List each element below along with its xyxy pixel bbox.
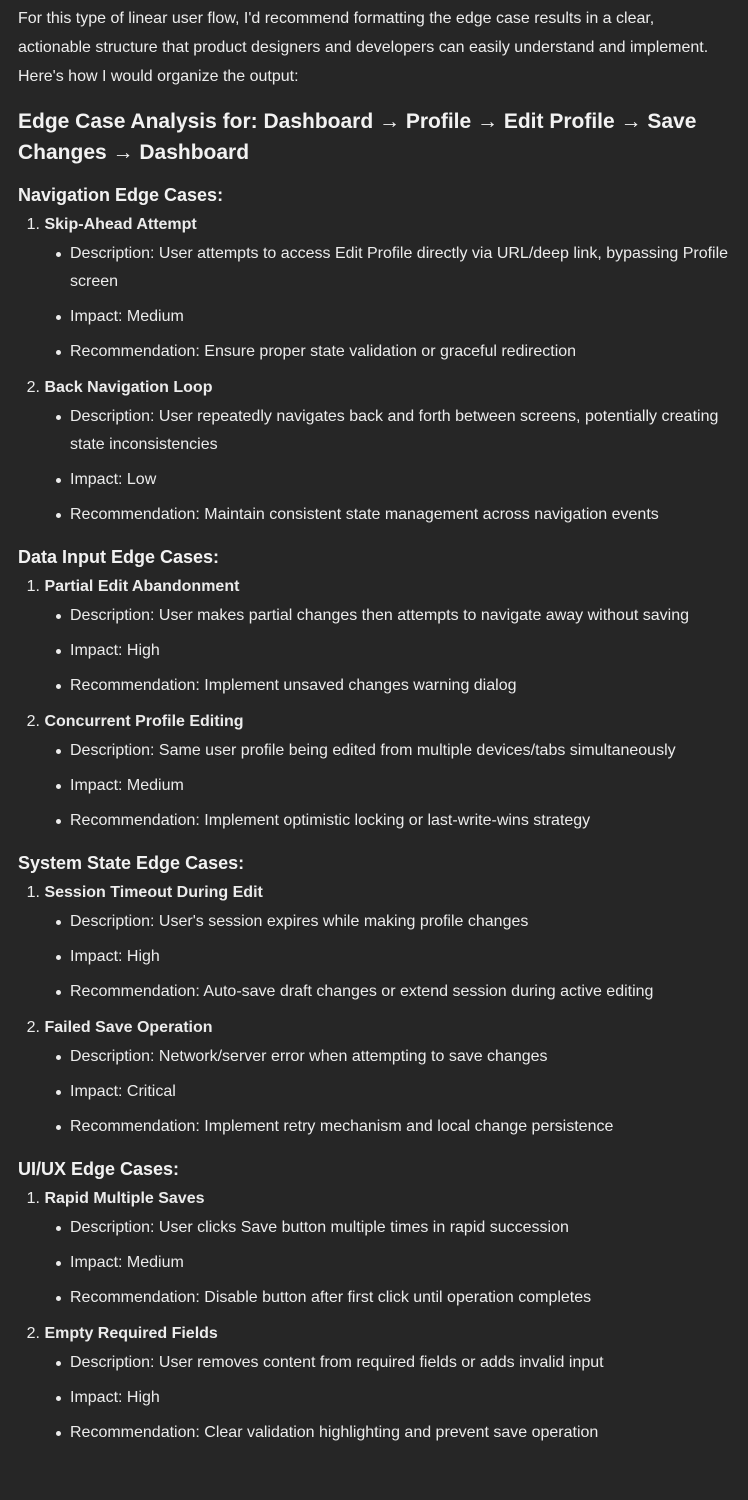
edge-case-item bbox=[18, 214, 730, 366]
edge-case-number: 2. bbox=[26, 379, 40, 396]
edge-case-heading bbox=[18, 214, 730, 236]
intro-paragraph: For this type of linear user flow, I'd recommend formatting the edge case results in a clear, actionable structure that product designers and developers can easily understand and implement. Here's how I would organize the output: bbox=[18, 10, 709, 85]
edge-case-number: 1. bbox=[26, 216, 40, 233]
edge-case-number: 1. bbox=[26, 1190, 40, 1207]
recommendation-bullet: Recommendation: Disable button after first click until operation completes bbox=[18, 1284, 730, 1312]
edge-case-details bbox=[18, 908, 730, 1006]
edge-case-name: Partial Edit Abandonment bbox=[44, 578, 240, 595]
description-bullet: Description: Same user profile being edited from multiple devices/tabs simultaneously bbox=[18, 737, 730, 765]
impact-bullet: Impact: High bbox=[18, 1384, 730, 1412]
edge-case-item bbox=[18, 377, 730, 529]
section-title: Data Input Edge Cases: bbox=[18, 547, 220, 567]
edge-case-heading bbox=[18, 1017, 730, 1039]
edge-case-number: 2. bbox=[26, 1325, 40, 1342]
description-bullet: Description: User's session expires while making profile changes bbox=[18, 908, 730, 936]
edge-case-heading bbox=[18, 711, 730, 733]
description-bullet: Description: User makes partial changes then attempts to navigate away without saving bbox=[18, 602, 730, 630]
edge-case-item bbox=[18, 882, 730, 1006]
recommendation-bullet: Recommendation: Maintain consistent state management across navigation events bbox=[18, 501, 730, 529]
edge-case-heading bbox=[18, 1323, 730, 1345]
recommendation-bullet: Recommendation: Implement retry mechanism and local change persistence bbox=[18, 1113, 730, 1141]
impact-bullet: Impact: Medium bbox=[18, 303, 730, 331]
edge-case-item bbox=[18, 711, 730, 835]
edge-case-name: Failed Save Operation bbox=[44, 1019, 213, 1036]
recommendation-bullet: Recommendation: Implement optimistic locking or last-write-wins strategy bbox=[18, 807, 730, 835]
edge-case-heading bbox=[18, 882, 730, 904]
edge-case-name: Rapid Multiple Saves bbox=[44, 1190, 205, 1207]
edge-case-number: 1. bbox=[26, 578, 40, 595]
edge-case-heading bbox=[18, 1188, 730, 1210]
edge-case-item bbox=[18, 1323, 730, 1447]
description-bullet: Description: Network/server error when attempting to save changes bbox=[18, 1043, 730, 1071]
edge-case-heading bbox=[18, 377, 730, 399]
edge-case-section bbox=[18, 850, 730, 1141]
section-title: Navigation Edge Cases: bbox=[18, 185, 224, 205]
edge-case-details bbox=[18, 602, 730, 700]
description-bullet: Description: User repeatedly navigates back and forth between screens, potentially creating state inconsistencies bbox=[18, 403, 730, 459]
edge-case-number: 2. bbox=[26, 1019, 40, 1036]
edge-case-section bbox=[18, 1156, 730, 1447]
recommendation-bullet: Recommendation: Implement unsaved changes warning dialog bbox=[18, 672, 730, 700]
impact-bullet: Impact: Low bbox=[18, 466, 730, 494]
edge-case-item bbox=[18, 1188, 730, 1312]
edge-case-details bbox=[18, 403, 730, 529]
impact-bullet: Impact: High bbox=[18, 943, 730, 971]
edge-case-details bbox=[18, 737, 730, 835]
edge-case-name: Empty Required Fields bbox=[44, 1325, 218, 1342]
recommendation-bullet: Recommendation: Ensure proper state validation or graceful redirection bbox=[18, 338, 730, 366]
edge-case-heading bbox=[18, 576, 730, 598]
edge-case-details bbox=[18, 1349, 730, 1447]
recommendation-bullet: Recommendation: Auto-save draft changes or extend session during active editing bbox=[18, 978, 730, 1006]
section-title: UI/UX Edge Cases: bbox=[18, 1159, 180, 1179]
description-bullet: Description: User removes content from required fields or adds invalid input bbox=[18, 1349, 730, 1377]
edge-case-number: 2. bbox=[26, 713, 40, 730]
edge-case-item bbox=[18, 576, 730, 700]
page-title: Edge Case Analysis for: Dashboard → Profile → Edit Profile → Save Changes → Dashboard bbox=[18, 110, 697, 164]
edge-case-details bbox=[18, 1214, 730, 1312]
edge-case-sections bbox=[18, 182, 730, 1447]
edge-case-section bbox=[18, 544, 730, 835]
description-bullet: Description: User clicks Save button multiple times in rapid succession bbox=[18, 1214, 730, 1242]
edge-case-name: Session Timeout During Edit bbox=[44, 884, 263, 901]
edge-case-section bbox=[18, 182, 730, 529]
impact-bullet: Impact: Medium bbox=[18, 1249, 730, 1277]
edge-case-details bbox=[18, 1043, 730, 1141]
edge-case-number: 1. bbox=[26, 884, 40, 901]
impact-bullet: Impact: High bbox=[18, 637, 730, 665]
edge-case-item bbox=[18, 1017, 730, 1141]
impact-bullet: Impact: Medium bbox=[18, 772, 730, 800]
description-bullet: Description: User attempts to access Edit Profile directly via URL/deep link, bypassing Profile screen bbox=[18, 240, 730, 296]
section-title: System State Edge Cases: bbox=[18, 853, 245, 873]
recommendation-bullet: Recommendation: Clear validation highlighting and prevent save operation bbox=[18, 1419, 730, 1447]
edge-case-name: Concurrent Profile Editing bbox=[44, 713, 244, 730]
impact-bullet: Impact: Critical bbox=[18, 1078, 730, 1106]
edge-case-name: Skip-Ahead Attempt bbox=[44, 216, 197, 233]
edge-case-details bbox=[18, 240, 730, 366]
edge-case-name: Back Navigation Loop bbox=[44, 379, 213, 396]
